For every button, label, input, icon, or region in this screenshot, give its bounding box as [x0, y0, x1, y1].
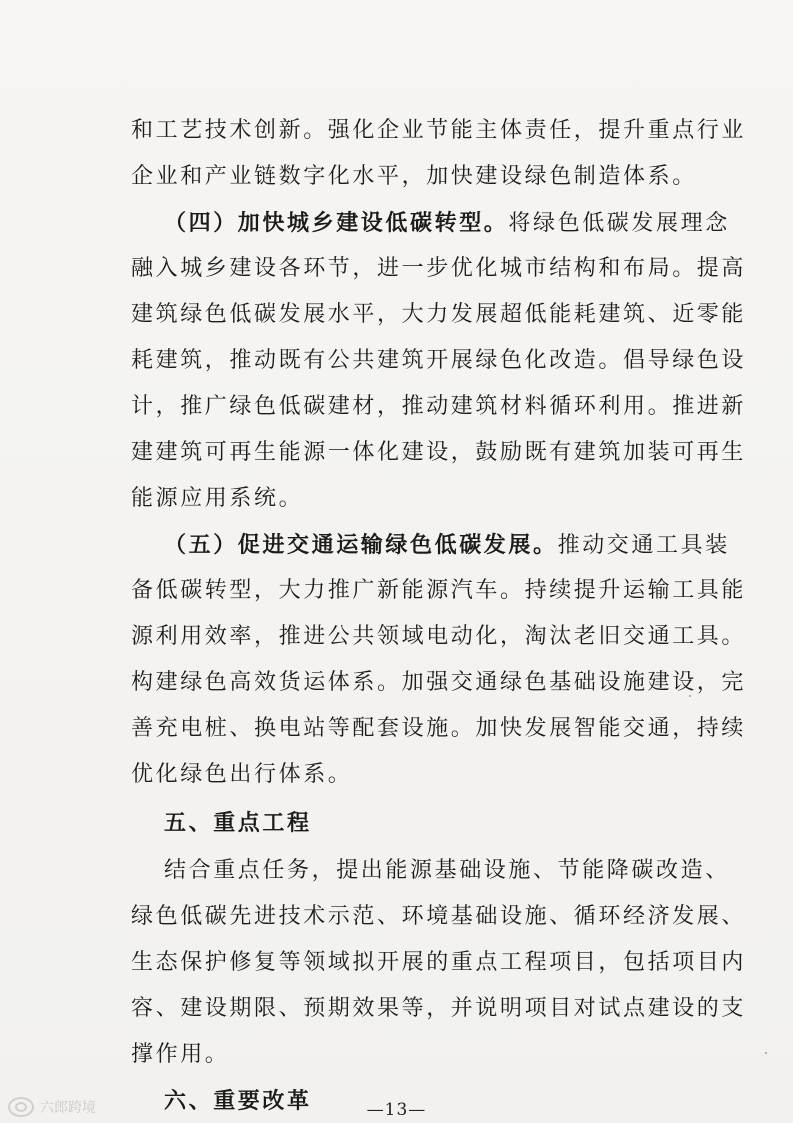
text-line: 建筑绿色低碳发展水平，大力发展超低能耗建筑、近零能: [131, 302, 747, 327]
section-5-title: （五）促进交通运输绿色低碳发展。: [164, 532, 558, 558]
text-line: 源利用效率，推进公共领域电动化，淘汰老旧交通工具。: [131, 624, 747, 649]
text-line: 容、建设期限、预期效果等，并说明项目对试点建设的支: [131, 996, 747, 1021]
section-5-lead: 推动交通工具装: [557, 533, 730, 558]
watermark-logo-icon: [8, 1097, 34, 1117]
heading-important-reforms: 六、重要改革: [164, 1088, 312, 1114]
text-line: 备低碳转型，大力推广新能源汽车。持续提升运输工具能: [131, 578, 747, 603]
section-5-first-line: [164, 530, 730, 561]
text-line: 计，推广绿色低碳建材，推动建筑材料循环利用。推进新: [131, 394, 747, 419]
text-line: 融入城乡建设各环节，进一步优化城市结构和布局。提高: [131, 256, 747, 281]
text-line: 优化绿色出行体系。: [131, 762, 353, 787]
text-line: 结合重点任务，提出能源基础设施、节能降碳改造、: [164, 858, 730, 883]
section-4-first-line: [164, 208, 730, 239]
text-line: 耗建筑，推动既有公共建筑开展绿色化改造。倡导绿色设: [131, 348, 747, 373]
text-line: 建建筑可再生能源一体化建设，鼓励既有建筑加装可再生: [131, 440, 747, 465]
text-line: 构建绿色高效货运体系。加强交通绿色基础设施建设，完: [131, 670, 747, 695]
text-line: 撑作用。: [131, 1042, 230, 1067]
text-line: 能源应用系统。: [131, 486, 304, 511]
text-line: 生态保护修复等领域拟开展的重点工程项目，包括项目内: [131, 950, 747, 975]
text-line: 善充电桩、换电站等配套设施。加快发展智能交通，持续: [131, 716, 747, 741]
scan-speck: [689, 695, 691, 697]
section-4-lead: 将绿色低碳发展理念: [508, 211, 730, 236]
watermark: [8, 1097, 96, 1117]
watermark-text: 六郎跨境: [40, 1100, 96, 1116]
text-line: 绿色低碳先进技术示范、环境基础设施、循环经济发展、: [131, 904, 747, 929]
scan-speck: [765, 1052, 767, 1054]
text-line: 企业和产业链数字化水平，加快建设绿色制造体系。: [131, 164, 697, 189]
page-number: —13—: [366, 1100, 427, 1120]
heading-key-projects: 五、重点工程: [164, 810, 312, 836]
section-4-title: （四）加快城乡建设低碳转型。: [164, 210, 509, 236]
text-line: 和工艺技术创新。强化企业节能主体责任，提升重点行业: [131, 118, 747, 143]
